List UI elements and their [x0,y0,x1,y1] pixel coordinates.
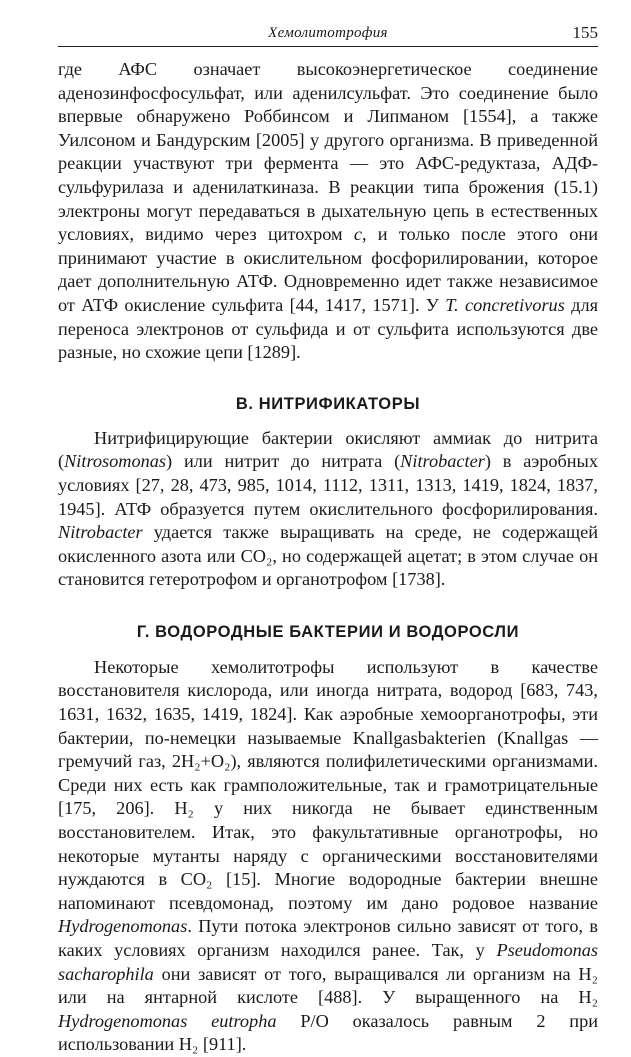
italic-genus: Nitrobacter [400,451,485,472]
text-segment: . Пути потока электронов сильно зависят от того, в каких условиях организм находился ранее. Так, у [58,916,598,960]
italic-term: c [353,224,362,245]
text-segment: где АФС означает высокоэнергетическое соединение аденозинфосфосульфат, или аденилсульфат. Это соединение было впервые обнаружено Роббинсом и Липманом [1554], а также Уилсоном и Бандурским [2005] у другого организма. В приведенной реакции участвуют три фермента — это АФС-редуктаза, АДФ-сульфурилаза и аденилаткиназа. В реакции типа брожения (15.1) электроны могут передаваться в дыхательную цепь в естественных условиях, видимо через цитохром [58,59,598,245]
italic-genus: Hydrogenomonas [58,916,188,937]
text-segment: P/O оказалось равным 2 при использовании H₂ [911]. [58,1010,598,1055]
paragraph-sulfite-oxidation [58,58,598,365]
section-heading-nitrifiers: В. НИТРИФИКАТОРЫ [235,394,421,413]
paragraph-hydrogen-bacteria [58,656,598,1057]
italic-species: Hydrogenomonas eutropha [58,1010,277,1031]
italic-species: T. concretivorus [445,294,565,315]
text-segment: Нитрифицирующие бактерии окисляют аммиак до нитрита ( [58,427,598,472]
page-header [58,22,598,47]
text-segment: для переноса электронов от сульфида и от сульфита используются две разные, но схожие цепи [1289]. [58,294,599,363]
section-heading-hydrogen-bacteria: Г. ВОДОРОДНЫЕ БАКТЕРИИ И ВОДОРОСЛИ [136,622,520,641]
text-segment: удается также выращивать на среде, не содержащей окисленного азота или CO₂, но содержащей ацетат; в этом случае он становится гетеротрофом и органотрофом [1738]. [58,522,598,590]
italic-species: Pseudomonas sacharophila [58,940,598,984]
text-segment: , и только после этого они принимают участие в окислительном фосфорилировании, которое дает дополнительную АТФ. Одновременно идет также независимое от АТФ окисление сульфита [44, 1417, 1571]. У [58,224,598,315]
text-segment: они зависят от того, выращивался ли организм на H₂ или на янтарной кислоте [488]. У выращенного на H₂ [58,963,598,1008]
text-segment: ) в аэробных условиях [27, 28, 473, 985, 1014, 1112, 1311, 1313, 1419, 1824, 1837, 1945]. АТФ образуется путем окислительного фосфорилирования. [58,451,598,519]
text-segment: Некоторые хемолитотрофы используют в качестве восстановителя кислорода, или иногда нитрата, водород [683, 743, 1631, 1632, 1635, 1419, 1824]. Как аэробные хемоорганотрофы, эти бактерии, по-немецки называемые Knallgasbakterien (Knallgas — гремучий газ, 2H₂+O₂), являются полифилетическими организмами. Среди них есть как грамположительные, так и грамотрицательные [175, 206]. H₂ у них никогда не бывает единственным восстановителем. Итак, это факультативные органотрофы, но некоторые мутанты наряду с органическими восстановителями нуждаются в CO₂ [15]. Многие водородные бактерии внешне напоминают псевдомонад, поэтому им дано родовое название [58,656,598,913]
page-number: 155 [572,23,598,42]
text-segment: ) или нитрит до нитрата ( [166,451,401,472]
book-page [58,22,598,1057]
paragraph-nitrifiers [58,427,598,592]
running-title: Хемолитотрофия [268,25,388,41]
italic-genus: Nitrobacter [58,522,143,543]
italic-genus: Nitrosomonas [64,451,167,472]
